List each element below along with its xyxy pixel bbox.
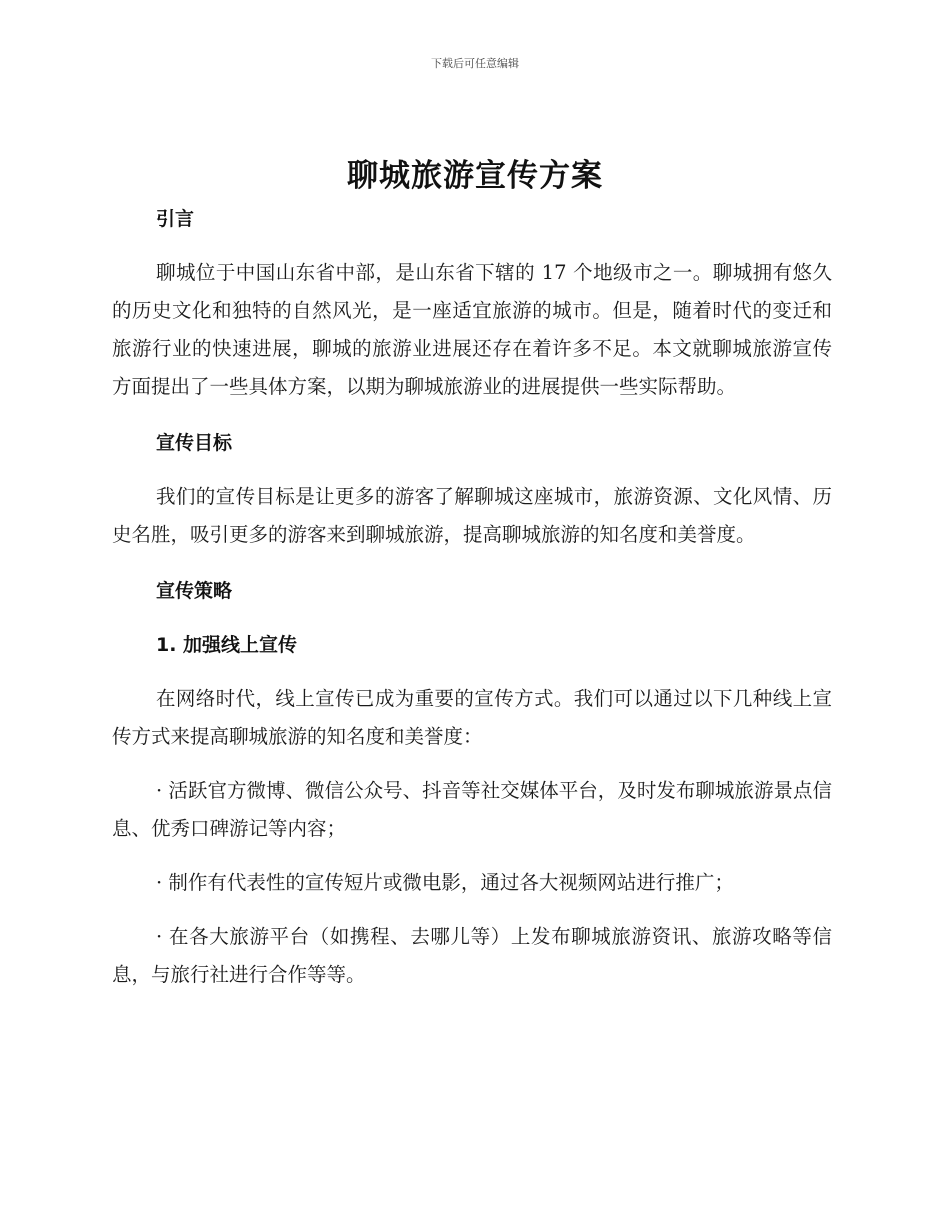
goal-paragraph: 我们的宣传目标是让更多的游客了解聊城这座城市，旅游资源、文化风情、历史名胜，吸引更多的游客来到聊城旅游，提高聊城旅游的知名度和美誉度。 [112,485,832,546]
intro-paragraph: 聊城位于中国山东省中部，是山东省下辖的 17 个地级市之一。聊城拥有悠久的历史文化和独特的自然风光，是一座适宜旅游的城市。但是，随着时代的变迁和旅游行业的快速进展，聊城的旅游业进展还存在着许多不足。本文就聊城旅游宣传方面提出了一些具体方案，以期为聊城旅游业的进展提供一些实际帮助。 [112,261,832,398]
document-title: 聊城旅游宣传方案 [347,158,603,194]
section-heading-intro: 引言 [156,208,195,230]
section-heading-goal: 宣传目标 [156,432,233,454]
bullet-item-2: · 制作有代表性的宣传短片或微电影，通过各大视频网站进行推广； [156,871,734,894]
document-body [112,200,832,994]
bullet-item-3: · 在各大旅游平台（如携程、去哪儿等）上发布聊城旅游资讯、旅游攻略等信息，与旅行社进行合作等等。 [112,925,832,986]
online-paragraph: 在网络时代，线上宣传已成为重要的宣传方式。我们可以通过以下几种线上宣传方式来提高聊城旅游的知名度和美誉度： [112,687,832,748]
subsection-heading-online: 1. 加强线上宣传 [156,634,298,656]
header-note: 下载后可任意编辑 [431,57,519,70]
bullet-item-1: · 活跃官方微博、微信公众号、抖音等社交媒体平台，及时发布聊城旅游景点信息、优秀口碑游记等内容； [112,779,832,840]
section-heading-strategy: 宣传策略 [156,580,233,602]
